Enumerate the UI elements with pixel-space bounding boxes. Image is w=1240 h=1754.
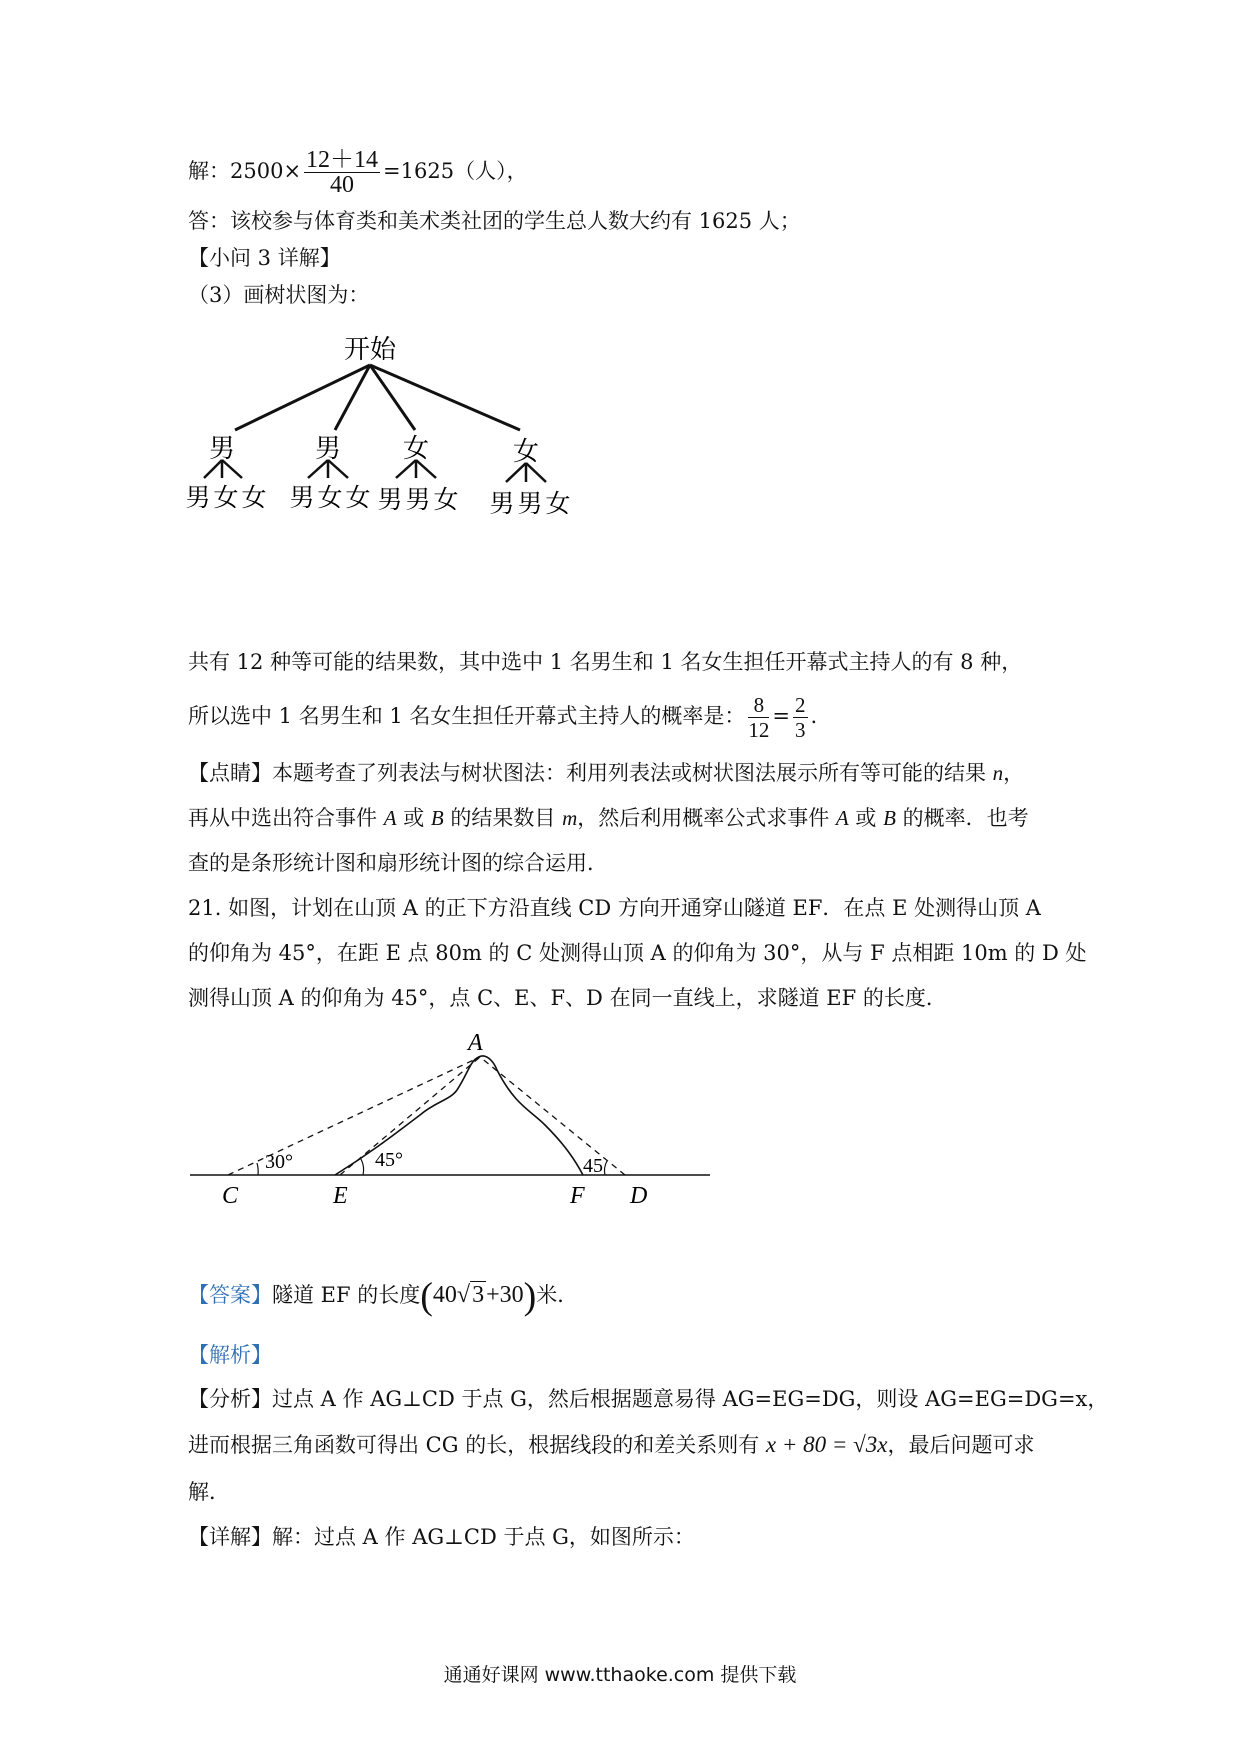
- angle-arc-E: [361, 1159, 364, 1175]
- answer-line: [188, 1275, 579, 1318]
- fraction: [304, 148, 380, 197]
- tree-level1: [209, 434, 539, 466]
- detail-line: 【详解】解：过点 A 作 AG⊥CD 于点 G，如图所示：: [188, 1525, 695, 1549]
- answer-line-2: 答：该校参与体育类和美术类社团的学生总人数大约有 1625 人；: [188, 209, 801, 233]
- tree-leaf: 男: [405, 487, 431, 514]
- tree-node: 男: [208, 434, 236, 463]
- section-heading-q3: 【小问 3 详解】: [188, 246, 341, 270]
- tree-root: 开始: [343, 335, 397, 364]
- solution-suffix: =1625（人），: [383, 159, 528, 183]
- comment-text: 再从中选出符合事件: [188, 806, 384, 830]
- label-A: A: [468, 1030, 483, 1056]
- mountain-outline: [335, 1056, 583, 1175]
- math-equation: x + 80 = √3x: [765, 1432, 888, 1457]
- answer-suffix: 米．: [536, 1283, 579, 1307]
- tree-node: 女: [402, 434, 430, 463]
- probability-suffix: .: [810, 704, 818, 728]
- label-D: D: [630, 1183, 648, 1209]
- open-paren: (: [420, 1275, 433, 1318]
- answer-text: 隧道 EF 的长度: [272, 1283, 421, 1307]
- dashed-line-DA: [480, 1057, 625, 1175]
- question-21-line-3: 测得山顶 A 的仰角为 45°，点 C、E、F、D 在同一直线上，求隧道 EF 的长度．: [188, 986, 947, 1010]
- mountain-figure: [185, 1020, 715, 1220]
- fraction-numerator: 8: [748, 693, 769, 718]
- tree-leaf: 女: [241, 485, 267, 512]
- math-var: m: [562, 806, 578, 830]
- expr-constant: +30: [486, 1282, 524, 1308]
- tree-leaf: 女: [213, 485, 239, 512]
- fraction-denominator: 40: [330, 172, 355, 198]
- fraction-2-3: [793, 693, 808, 742]
- angle-arc-C: [257, 1163, 258, 1175]
- angle-label-F: 45: [583, 1155, 603, 1177]
- tree-node: 女: [512, 437, 540, 466]
- label-F: F: [570, 1183, 585, 1209]
- tree-leaf: 男: [185, 485, 211, 512]
- comment-text: ，: [1003, 761, 1025, 785]
- solution-line-1: [188, 148, 528, 197]
- expr-coefficient: 40: [432, 1282, 457, 1308]
- answer-tag: 【答案】: [188, 1283, 272, 1307]
- tree-intro: （3）画树状图为：: [188, 283, 370, 307]
- question-21-line-1: 21. 如图，计划在山顶 A 的正下方沿直线 CD 方向开通穿山隧道 EF．在点 E 处测得山顶 A: [188, 896, 1041, 920]
- comment-text: 的概率．也考: [895, 806, 1029, 830]
- probability-prefix: 所以选中 1 名男生和 1 名女生担任开幕式主持人的概率是：: [188, 704, 746, 728]
- tree-leaf: 女: [433, 487, 459, 514]
- fraction-8-12: [748, 693, 769, 742]
- analysis-line-3: 解．: [188, 1480, 230, 1504]
- close-paren: ): [523, 1275, 537, 1318]
- math-var: B: [430, 806, 444, 830]
- fraction-denominator: 3: [795, 718, 806, 742]
- tree-branches-top: [235, 365, 520, 430]
- fraction-numerator: 12＋14: [306, 147, 379, 173]
- answer-expression: 40√3+30: [432, 1282, 524, 1308]
- analysis-tag: 【解析】: [188, 1343, 272, 1367]
- tree-diagram: [185, 330, 660, 530]
- label-C: C: [222, 1183, 239, 1209]
- math-var: B: [883, 806, 896, 830]
- analysis-line-1: 【分析】过点 A 作 AG⊥CD 于点 G，然后根据题意易得 AG=EG=DG，则设 AG=EG=DG=x，: [188, 1387, 1109, 1411]
- tree-leaf: 男: [489, 491, 515, 518]
- equals-sign: =: [772, 704, 791, 728]
- question-21-line-2: 的仰角为 45°，在距 E 点 80m 的 C 处测得山顶 A 的仰角为 30°，从与 F 点相距 10m 的 D 处: [188, 941, 1087, 965]
- analysis-line-2: [188, 1430, 1034, 1460]
- fraction-denominator: 12: [748, 718, 770, 742]
- tree-leaf: 男: [289, 485, 315, 512]
- tree-leaf: 男: [517, 491, 543, 518]
- label-E: E: [333, 1183, 348, 1209]
- tree-leaf: 女: [545, 491, 571, 518]
- solution-prefix: 解：2500×: [188, 159, 302, 183]
- tree-level2: [185, 484, 570, 518]
- angle-label-E: 45°: [375, 1149, 403, 1171]
- angle-arc-D: [605, 1161, 607, 1175]
- tree-leaf: 男: [377, 487, 403, 514]
- comment-line-2: [188, 803, 1029, 833]
- math-var: A: [835, 806, 849, 830]
- tree-branches-bottom: [204, 460, 546, 482]
- tree-leaf: 女: [317, 485, 343, 512]
- comment-text: ，然后利用概率公式求事件: [577, 806, 836, 830]
- footer-watermark: 通通好课网 www.tthaoke.com 提供下载: [443, 1664, 797, 1686]
- comment-line-3: 查的是条形统计图和扇形统计图的综合运用．: [188, 851, 608, 875]
- math-var: n: [992, 761, 1004, 785]
- tree-node: 男: [314, 434, 342, 463]
- comment-line-1: [188, 758, 1024, 788]
- expr-radicand: 3: [472, 1282, 485, 1308]
- angle-label-C: 30°: [265, 1151, 293, 1173]
- probability-line: [188, 693, 817, 742]
- tree-leaf: 女: [345, 485, 371, 512]
- comment-text: 【点睛】本题考查了列表法与树状图法：利用列表法或树状图法展示所有等可能的结果: [188, 761, 993, 785]
- comment-text: 或: [848, 806, 884, 830]
- comment-text: 或: [396, 806, 431, 830]
- analysis-text: ，最后问题可求: [887, 1433, 1035, 1457]
- analysis-text: 进而根据三角函数可得出 CG 的长，根据线段的和差关系则有: [188, 1433, 766, 1457]
- result-count-line: 共有 12 种等可能的结果数，其中选中 1 名男生和 1 名女生担任开幕式主持人的有 8 种，: [188, 650, 1023, 674]
- math-var: A: [383, 806, 397, 830]
- fraction-numerator: 2: [795, 693, 806, 717]
- comment-text: 的结果数目: [443, 806, 563, 830]
